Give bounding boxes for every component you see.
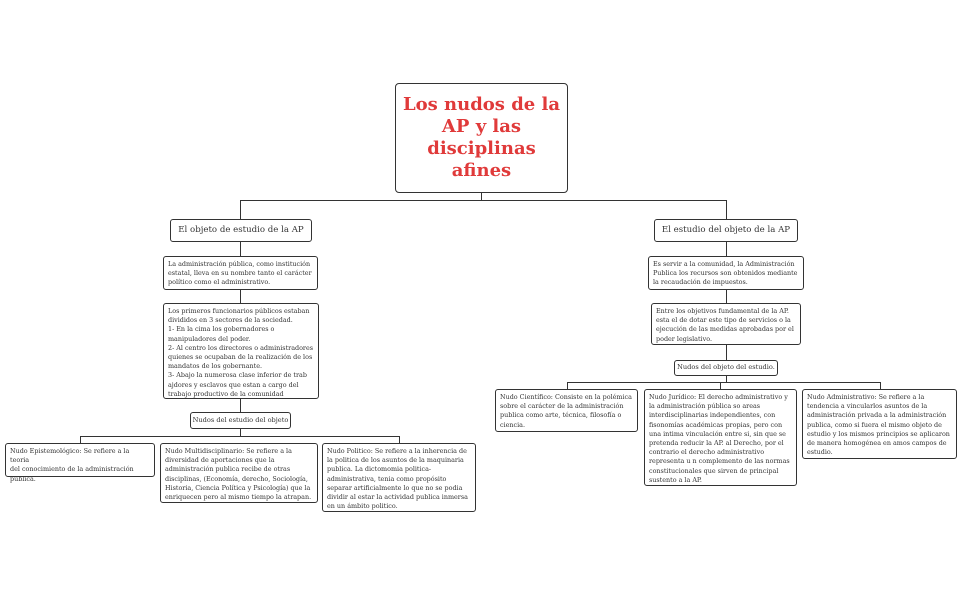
- nudo-multidisciplinario[interactable]: Nudo Multidisciplinario: Se refiere a la diversidad de aportaciones que la administración publica recibe de otras disciplinas, (Economía, derecho, Sociología, Historia, Ciencia Política y Psicología) que la enriquecen pero al mismo tiempo la atrapan.: [160, 443, 318, 503]
- left-box-2[interactable]: Los primeros funcionarios públicos estaban divididos en 3 sectores de la sociedad. 1- En la cima los gobernadores o manipuladores del poder. 2- Al centro los directores o administradores quienes se ocupaban de la realización de los mandatos de los gobernante. 3- Abajo la numerosa clase inferior de trab ajdores y esclavos que estan a cargo del trabajo productivo de la comunidad: [163, 303, 319, 399]
- connector: [399, 436, 400, 443]
- connector: [80, 436, 400, 437]
- connector: [880, 382, 881, 389]
- connector: [567, 382, 881, 383]
- central-topic[interactable]: Los nudos de la AP y las disciplinas afines: [395, 83, 568, 193]
- nudo-politico[interactable]: Nudo Politico: Se refiere a la inherencia de la politica de los asuntos de la maquinaria publica. La dictomomia politica- administrativa, tenia como propósito separar artificialmente lo que no se podia dividir al estar la actividad publica inmersa en un ámbito politico.: [322, 443, 476, 512]
- nudo-administrativo[interactable]: Nudo Administrativo: Se refiere a la tendencia a vincularlos asuntos de la administración privada a la administración publica, como si fuera el mismo objeto de estudio y los mismos principios se aplicaron de manera homogénea en amos campos de estudio.: [802, 389, 957, 459]
- connector: [80, 436, 81, 443]
- connector: [481, 193, 482, 200]
- right-box-1[interactable]: Es servir a la comunidad, la Administración Publica los recursos son obtenidos mediante la recaudación de impuestos.: [648, 256, 804, 290]
- nudo-cientifico[interactable]: Nudo Científico: Consiste en la polémica sobre el carácter de la administración publica como arte, técnica, filosofía o ciencia.: [495, 389, 638, 432]
- connector: [240, 200, 241, 219]
- connector: [720, 382, 721, 389]
- left-box-1[interactable]: La administración pública, como institución estatal, lleva en su nombre tanto el carácter político como el administrativo.: [163, 256, 318, 290]
- connector: [567, 382, 568, 389]
- right-box-2[interactable]: Entre los objetivos fundamental de la AP. esta el de dotar este tipo de servicios o la ejecución de las medidas aprobadas por el poder legislativo.: [651, 303, 801, 345]
- right-nudos-label[interactable]: Nudos del objeto del estudio.: [674, 360, 778, 376]
- nudo-juridico[interactable]: Nudo Jurídico: El derecho administrativo y la administración pública so areas interdisciplinarias independientes, con fisonomías académicas propias, pero con una intima vinculación entre si, sin que se pretenda reducir la AP. al Derecho, por el contrario el derecho administrativo representa u n complemento de las normas constitucionales que sirven de principal sustento a la AP.: [644, 389, 797, 486]
- connector: [726, 200, 727, 219]
- nudo-epistemologico[interactable]: Nudo Epistemológico: Se refiere a la teoria del conocimiento de la administración publica.: [5, 443, 155, 477]
- left-branch-topic[interactable]: El objeto de estudio de la AP: [170, 219, 312, 242]
- right-branch-topic[interactable]: El estudio del objeto de la AP: [654, 219, 798, 242]
- connector: [240, 200, 727, 201]
- left-nudos-label[interactable]: Nudos del estudio del objeto: [190, 412, 291, 429]
